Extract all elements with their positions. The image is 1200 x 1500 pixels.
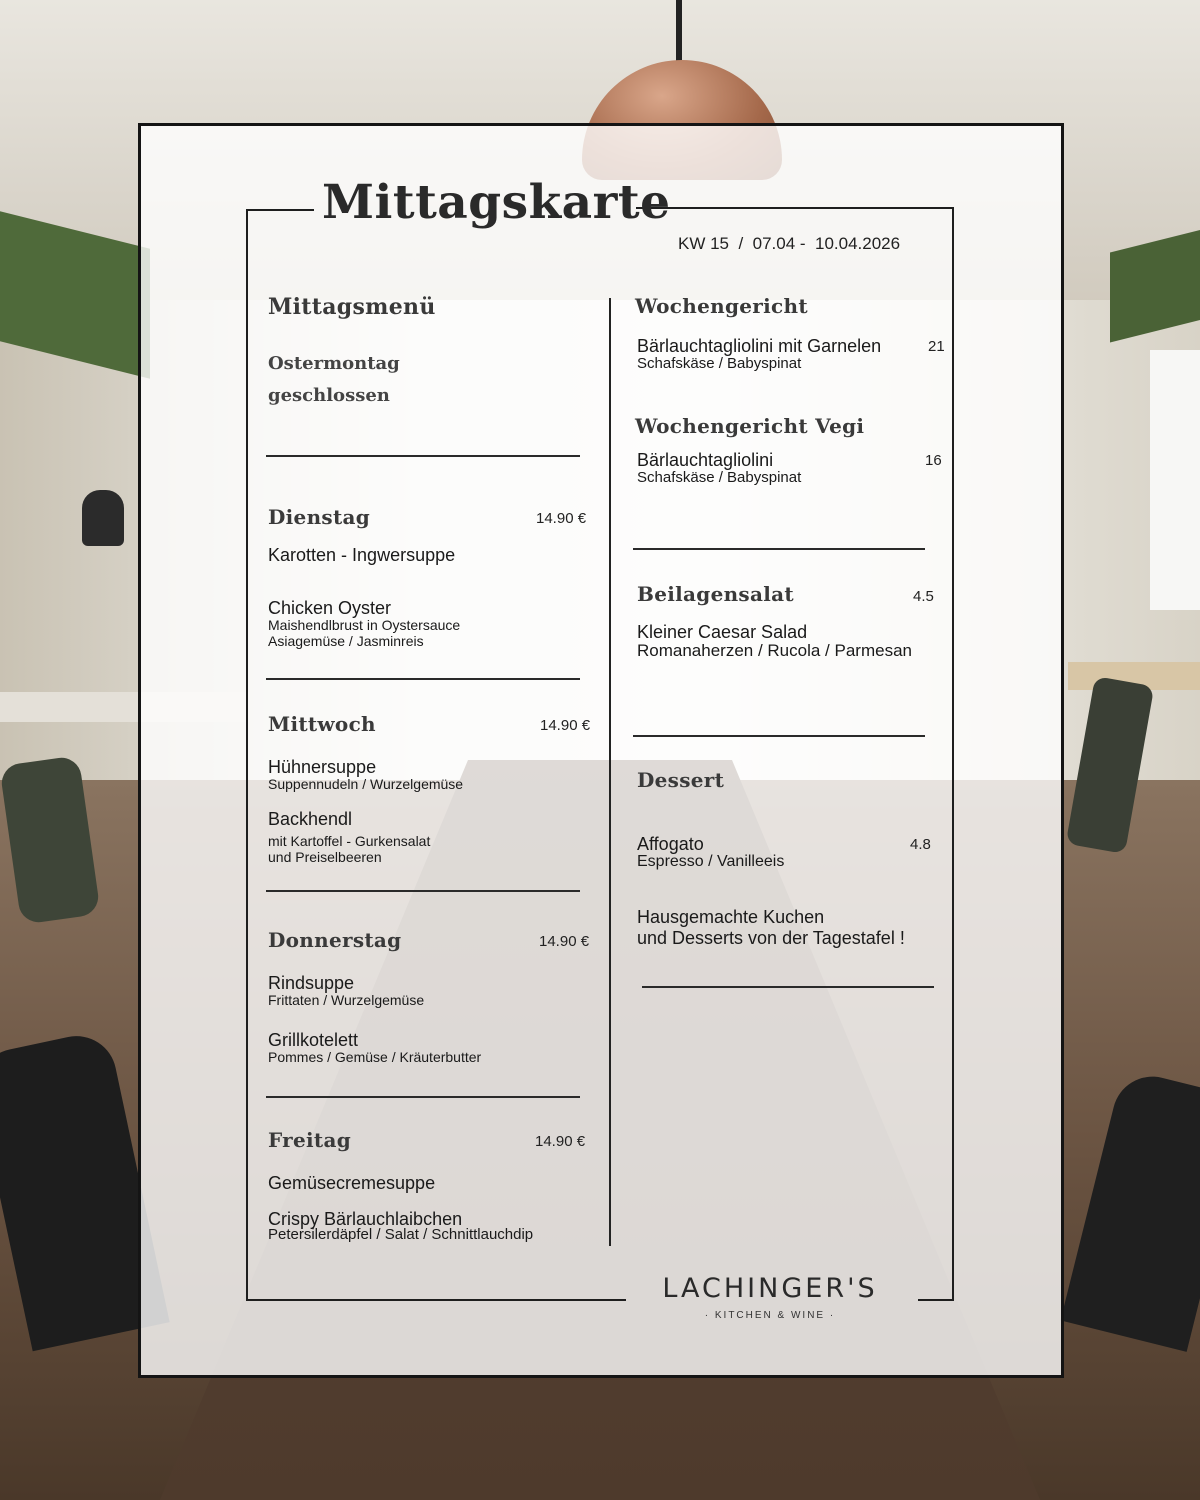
wochengericht-vegi-dish: Bärlauchtagliolini	[637, 450, 774, 470]
dessert-heading: Dessert	[637, 768, 725, 792]
restaurant-logo	[630, 1270, 910, 1321]
separator	[642, 986, 934, 988]
separator	[633, 548, 925, 550]
wochengericht-vegi-price: 16	[925, 452, 942, 469]
separator	[633, 735, 925, 737]
wochengericht-vegi-desc: Schafskäse / Babyspinat	[637, 469, 802, 486]
main-desc-freitag-1: Petersilerdäpfel / Salat / Schnittlauchdip	[268, 1226, 534, 1243]
dessert-dish: Affogato	[637, 834, 704, 854]
frame-left	[246, 209, 248, 1301]
wochengericht-heading: Wochengericht	[635, 294, 808, 318]
logo-subtitle: · KITCHEN & WINE ·	[704, 1310, 836, 1321]
separator	[266, 455, 580, 457]
day-heading-dienstag: Dienstag	[268, 505, 371, 529]
soup-dienstag: Karotten - Ingwersuppe	[268, 545, 456, 565]
main-desc-donnerstag-1: Pommes / Gemüse / Kräuterbutter	[268, 1049, 482, 1065]
closed-notice-line2: geschlossen	[268, 385, 390, 406]
week-range: KW 15 / 07.04 - 10.04.2026	[678, 234, 901, 253]
frame-top-left	[246, 209, 314, 211]
main-desc-dienstag-2: Asiagemüse / Jasminreis	[268, 633, 424, 649]
beilagensalat-heading: Beilagensalat	[637, 582, 794, 606]
menu-title: Mittagskarte	[322, 175, 671, 230]
window-right	[1150, 350, 1200, 610]
dessert-note-line1: Hausgemachte Kuchen	[637, 907, 825, 927]
main-dienstag: Chicken Oyster	[268, 598, 392, 618]
logo-name: LACHINGER'S	[662, 1273, 878, 1304]
main-mittwoch: Backhendl	[268, 809, 353, 829]
beilagensalat-dish: Kleiner Caesar Salad	[637, 622, 808, 642]
closed-notice-line1: Ostermontag	[268, 353, 400, 374]
main-donnerstag: Grillkotelett	[268, 1030, 359, 1050]
price-freitag: 14.90 €	[535, 1133, 586, 1150]
price-donnerstag: 14.90 €	[539, 933, 590, 950]
frame-bottom-left	[246, 1299, 626, 1301]
soup-desc-donnerstag: Frittaten / Wurzelgemüse	[268, 992, 425, 1008]
wochengericht-dish: Bärlauchtagliolini mit Garnelen	[637, 336, 882, 356]
dessert-note-line2: und Desserts von der Tagestafel !	[637, 928, 905, 948]
price-mittwoch: 14.90 €	[540, 717, 591, 734]
frame-bottom-right	[918, 1299, 954, 1301]
separator	[266, 1096, 580, 1098]
price-dienstag: 14.90 €	[536, 510, 587, 527]
day-heading-donnerstag: Donnerstag	[268, 928, 402, 952]
pendant-lamp-left	[82, 490, 124, 546]
main-freitag: Crispy Bärlauchlaibchen	[268, 1209, 463, 1229]
beilagensalat-desc: Romanaherzen / Rucola / Parmesan	[637, 641, 912, 660]
soup-donnerstag: Rindsuppe	[268, 973, 355, 993]
dessert-price: 4.8	[910, 836, 931, 853]
main-desc-dienstag-1: Maishendlbrust in Oystersauce	[268, 617, 461, 633]
frame-right	[952, 207, 954, 1301]
main-desc-mittwoch-2: und Preiselbeeren	[268, 849, 382, 865]
beilagensalat-price: 4.5	[913, 588, 934, 605]
main-desc-mittwoch-1: mit Kartoffel - Gurkensalat	[268, 833, 431, 849]
day-heading-mittwoch: Mittwoch	[268, 712, 376, 736]
soup-freitag: Gemüsecremesuppe	[268, 1173, 436, 1193]
separator	[266, 678, 580, 680]
separator	[266, 890, 580, 892]
wochengericht-price: 21	[928, 338, 945, 355]
column-divider	[609, 298, 611, 1246]
mittagsmenu-heading: Mittagsmenü	[268, 294, 436, 320]
day-heading-freitag: Freitag	[268, 1128, 351, 1152]
wochengericht-vegi-heading: Wochengericht Vegi	[635, 414, 865, 438]
dessert-desc: Espresso / Vanilleeis	[637, 853, 785, 870]
soup-desc-mittwoch: Suppennudeln / Wurzelgemüse	[268, 776, 464, 792]
soup-mittwoch: Hühnersuppe	[268, 757, 377, 777]
wochengericht-desc: Schafskäse / Babyspinat	[637, 355, 802, 372]
frame-top-right	[636, 207, 954, 209]
